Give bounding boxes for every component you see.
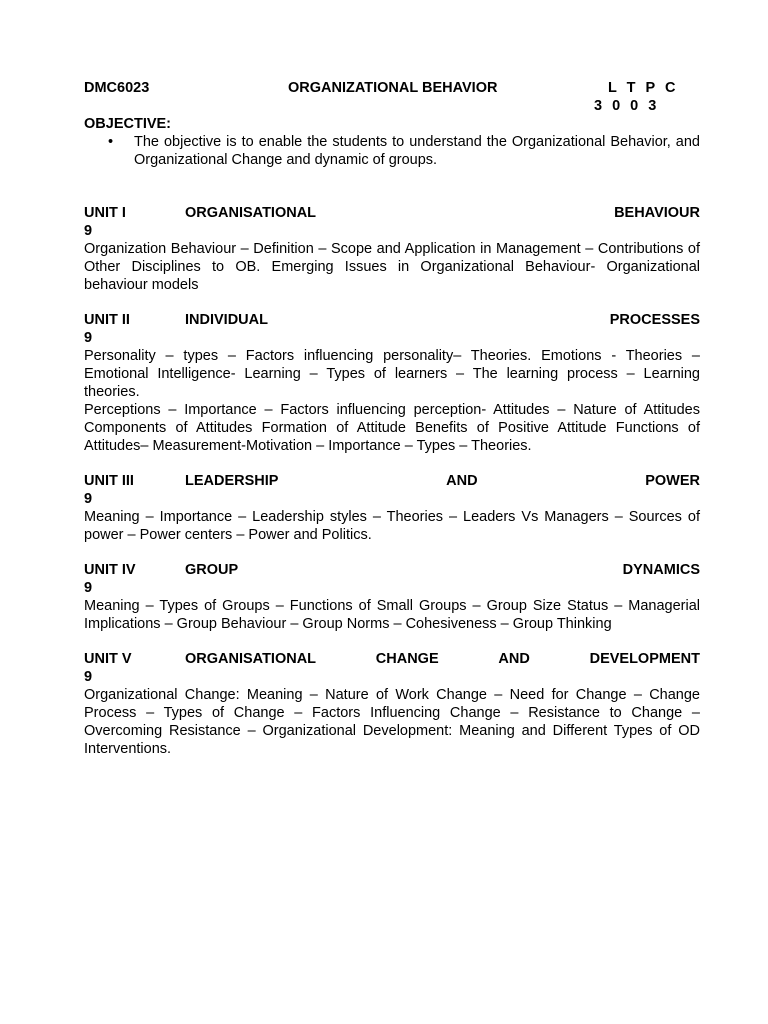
unit-title: [185, 472, 700, 490]
unit-label: UNIT IV: [84, 562, 136, 578]
unit-heading: [84, 204, 700, 222]
unit-hours: 9: [84, 580, 93, 596]
course-code: DMC6023: [84, 80, 150, 96]
unit-title: [185, 311, 700, 329]
unit-description: Perceptions – Importance – Factors influencing perception- Attitudes – Nature of Attitudes Components of Attitudes Formation of Attitude Benefits of Positive Attitude Functions of Attitudes– Measurement-Motivation – Importance – Types – Theories.: [84, 402, 700, 454]
unit-title-word: LEADERSHIP: [185, 473, 279, 489]
unit-4: [84, 561, 700, 633]
unit-title-word: GROUP: [185, 562, 239, 578]
course-header: [84, 79, 700, 97]
unit-title-word: ORGANISATIONAL: [185, 651, 317, 667]
unit-hours: 9: [84, 330, 93, 346]
unit-description: Organization Behaviour – Definition – Scope and Application in Management – Contributions of Other Disciplines to OB. Emerging Issues in Organizational Behaviour- Organizational behaviour models: [84, 241, 700, 293]
unit-title-word: INDIVIDUAL: [185, 312, 268, 328]
unit-hours: 9: [84, 491, 93, 507]
unit-title-word: DYNAMICS: [622, 562, 700, 578]
objective-item: [84, 133, 700, 169]
unit-label: UNIT I: [84, 205, 126, 221]
unit-title-word: AND: [446, 473, 478, 489]
unit-label: UNIT V: [84, 651, 132, 667]
unit-title-word: BEHAVIOUR: [614, 205, 700, 221]
course-title: ORGANIZATIONAL BEHAVIOR: [288, 80, 498, 96]
unit-5: [84, 650, 700, 758]
unit-heading: [84, 561, 700, 579]
unit-title-word: ORGANISATIONAL: [185, 205, 317, 221]
objective-text: The objective is to enable the students to understand the Organizational Behavior, and Organizational Change and dynamic of groups.: [134, 134, 700, 168]
unit-hours: 9: [84, 223, 93, 239]
unit-hours: 9: [84, 669, 93, 685]
unit-title-word: AND: [498, 651, 530, 667]
unit-description: Personality – types – Factors influencing personality– Theories. Emotions - Theories – Emotional Intelligence- Learning – Types of learners – The learning process – Learning theories.: [84, 348, 700, 400]
ltpc-row: [84, 97, 700, 115]
ltpc-label: L T P C: [608, 80, 679, 96]
unit-label: UNIT III: [84, 473, 134, 489]
unit-heading: [84, 311, 700, 329]
unit-title-word: POWER: [645, 473, 700, 489]
unit-2: [84, 311, 700, 455]
unit-title: [185, 650, 700, 668]
ltpc-values: 3 0 0 3: [594, 98, 660, 114]
bullet-icon: •: [108, 134, 114, 150]
objective-list: [84, 133, 700, 169]
objective-label: OBJECTIVE:: [84, 116, 172, 132]
unit-heading: [84, 650, 700, 668]
unit-3: [84, 472, 700, 544]
unit-title: [185, 204, 700, 222]
unit-title-word: PROCESSES: [609, 312, 700, 328]
unit-title: [185, 561, 700, 579]
unit-description: Meaning – Importance – Leadership styles – Theories – Leaders Vs Managers – Sources of power – Power centers – Power and Politics.: [84, 509, 700, 543]
unit-1: [84, 204, 700, 294]
unit-title-word: DEVELOPMENT: [589, 651, 700, 667]
syllabus-page: [84, 79, 700, 758]
unit-heading: [84, 472, 700, 490]
unit-label: UNIT II: [84, 312, 130, 328]
unit-description: Organizational Change: Meaning – Nature of Work Change – Need for Change – Change Process – Types of Change – Factors Influencing Change – Resistance to Change – Overcoming Resistance – Organizational Development: Meaning and Different Types of OD Interventions.: [84, 687, 700, 757]
unit-description: Meaning – Types of Groups – Functions of Small Groups – Group Size Status – Managerial Implications – Group Behaviour – Group Norms – Cohesiveness – Group Thinking: [84, 598, 700, 632]
unit-title-word: CHANGE: [375, 651, 439, 667]
